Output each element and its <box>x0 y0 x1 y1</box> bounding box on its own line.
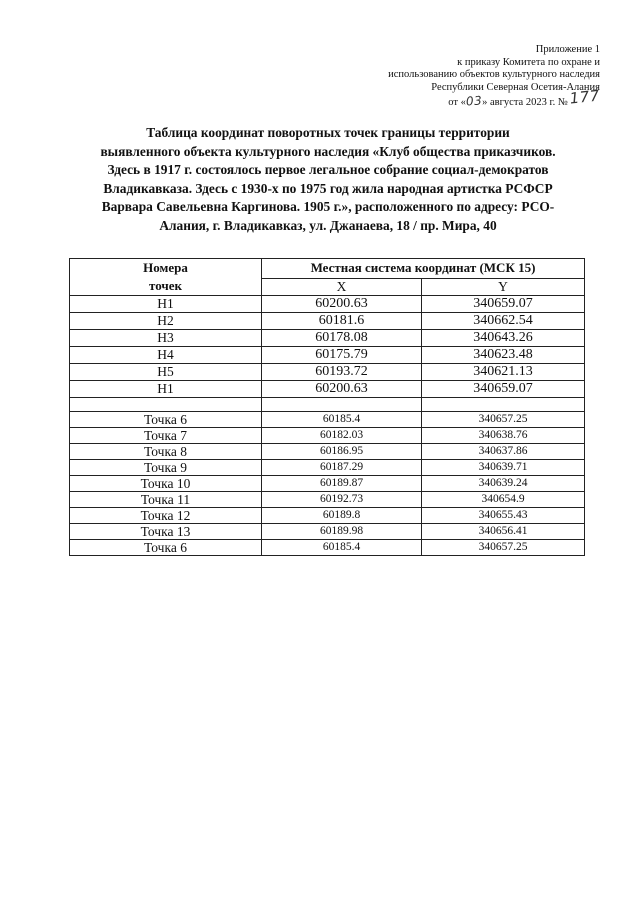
order-date-prefix: от « <box>448 97 466 109</box>
table-row <box>70 364 585 381</box>
y-cell: 340659.07 <box>422 296 585 313</box>
point-cell: Точка 13 <box>70 524 262 540</box>
y-cell: 340655.43 <box>422 508 585 524</box>
point-cell: Точка 6 <box>70 540 262 556</box>
y-cell: 340637.86 <box>422 444 585 460</box>
title-line: Таблица координат поворотных точек границы территории <box>146 125 510 140</box>
point-cell: Н1 <box>70 296 262 313</box>
table-row <box>70 460 585 476</box>
empty-cell <box>262 398 422 412</box>
x-cell: 60189.87 <box>262 476 422 492</box>
table-row <box>70 476 585 492</box>
point-cell: Н4 <box>70 347 262 364</box>
appendix-committee: использованию объектов культурного наследия <box>388 69 600 81</box>
table-row <box>70 412 585 428</box>
document-title <box>60 124 596 236</box>
table-row <box>70 492 585 508</box>
title-line: Здесь в 1917 г. состоялось первое легальное собрание социал-демократов <box>107 162 549 178</box>
empty-cell <box>422 398 585 412</box>
point-cell: Точка 12 <box>70 508 262 524</box>
x-cell: 60200.63 <box>262 296 422 313</box>
point-cell: Точка 8 <box>70 444 262 460</box>
point-cell: Н2 <box>70 313 262 330</box>
header-point-numbers-line1: Номера <box>143 260 188 275</box>
x-cell: 60193.72 <box>262 364 422 381</box>
x-cell: 60186.95 <box>262 444 422 460</box>
table-row <box>70 508 585 524</box>
appendix-label: Приложение 1 <box>535 44 600 55</box>
point-cell: Н1 <box>70 381 262 398</box>
title-line: Варвара Савельевна Каргинова. 1905 г.», расположенного по адресу: РСО- <box>101 199 555 215</box>
appendix-order-ref: к приказу Комитета по охране и <box>457 56 600 68</box>
y-cell: 340643.26 <box>422 330 585 347</box>
point-cell: Н3 <box>70 330 262 347</box>
header-coordinate-system: Местная система координат (МСК 15) <box>262 259 585 279</box>
x-cell: 60189.98 <box>262 524 422 540</box>
order-number-handwritten: 177 <box>568 86 601 108</box>
y-cell: 340656.41 <box>422 524 585 540</box>
x-cell: 60187.29 <box>262 460 422 476</box>
y-cell: 340662.54 <box>422 313 585 330</box>
y-cell: 340638.76 <box>422 428 585 444</box>
x-cell: 60192.73 <box>262 492 422 508</box>
x-cell: 60189.8 <box>262 508 422 524</box>
x-cell: 60181.6 <box>262 313 422 330</box>
x-cell: 60178.08 <box>262 330 422 347</box>
y-cell: 340623.48 <box>422 347 585 364</box>
order-date-suffix: » августа 2023 г. № <box>482 97 568 109</box>
table-row <box>70 296 585 313</box>
table-row <box>70 444 585 460</box>
point-cell: Точка 11 <box>70 492 262 508</box>
title-line: Алания, г. Владикавказ, ул. Джанаева, 18 / пр. Мира, 40 <box>159 217 497 233</box>
y-cell: 340639.71 <box>422 460 585 476</box>
table-row <box>70 313 585 330</box>
point-cell: Точка 9 <box>70 460 262 476</box>
x-cell: 60200.63 <box>262 381 422 398</box>
x-cell: 60182.03 <box>262 428 422 444</box>
header-y: Y <box>422 278 585 295</box>
header-point-numbers-line2: точек <box>149 278 182 293</box>
y-cell: 340654.9 <box>422 492 585 508</box>
y-cell: 340621.13 <box>422 364 585 381</box>
x-cell: 60185.4 <box>262 540 422 556</box>
empty-row <box>70 398 585 412</box>
x-cell: 60175.79 <box>262 347 422 364</box>
header-point-numbers <box>70 259 262 296</box>
table-row <box>70 428 585 444</box>
table-row <box>70 381 585 398</box>
appendix-header <box>300 44 600 110</box>
order-day-handwritten: 03 <box>465 93 483 109</box>
point-cell: Н5 <box>70 364 262 381</box>
y-cell: 340639.24 <box>422 476 585 492</box>
table-row <box>70 347 585 364</box>
y-cell: 340659.07 <box>422 381 585 398</box>
table-row <box>70 330 585 347</box>
y-cell: 340657.25 <box>422 540 585 556</box>
y-cell: 340657.25 <box>422 412 585 428</box>
point-cell: Точка 10 <box>70 476 262 492</box>
title-line: выявленного объекта культурного наследия «Клуб общества приказчиков. <box>100 143 556 159</box>
point-cell: Точка 7 <box>70 428 262 444</box>
title-line: Владикавказа. Здесь с 1930-х по 1975 год жила народная артистка РСФСР <box>103 180 553 196</box>
appendix-republic: Республики Северная Осетия-Алания <box>431 81 600 93</box>
table-row <box>70 540 585 556</box>
header-x: X <box>262 278 422 295</box>
empty-cell <box>70 398 262 412</box>
x-cell: 60185.4 <box>262 412 422 428</box>
point-cell: Точка 6 <box>70 412 262 428</box>
coordinates-table <box>69 258 585 556</box>
table-row <box>70 524 585 540</box>
